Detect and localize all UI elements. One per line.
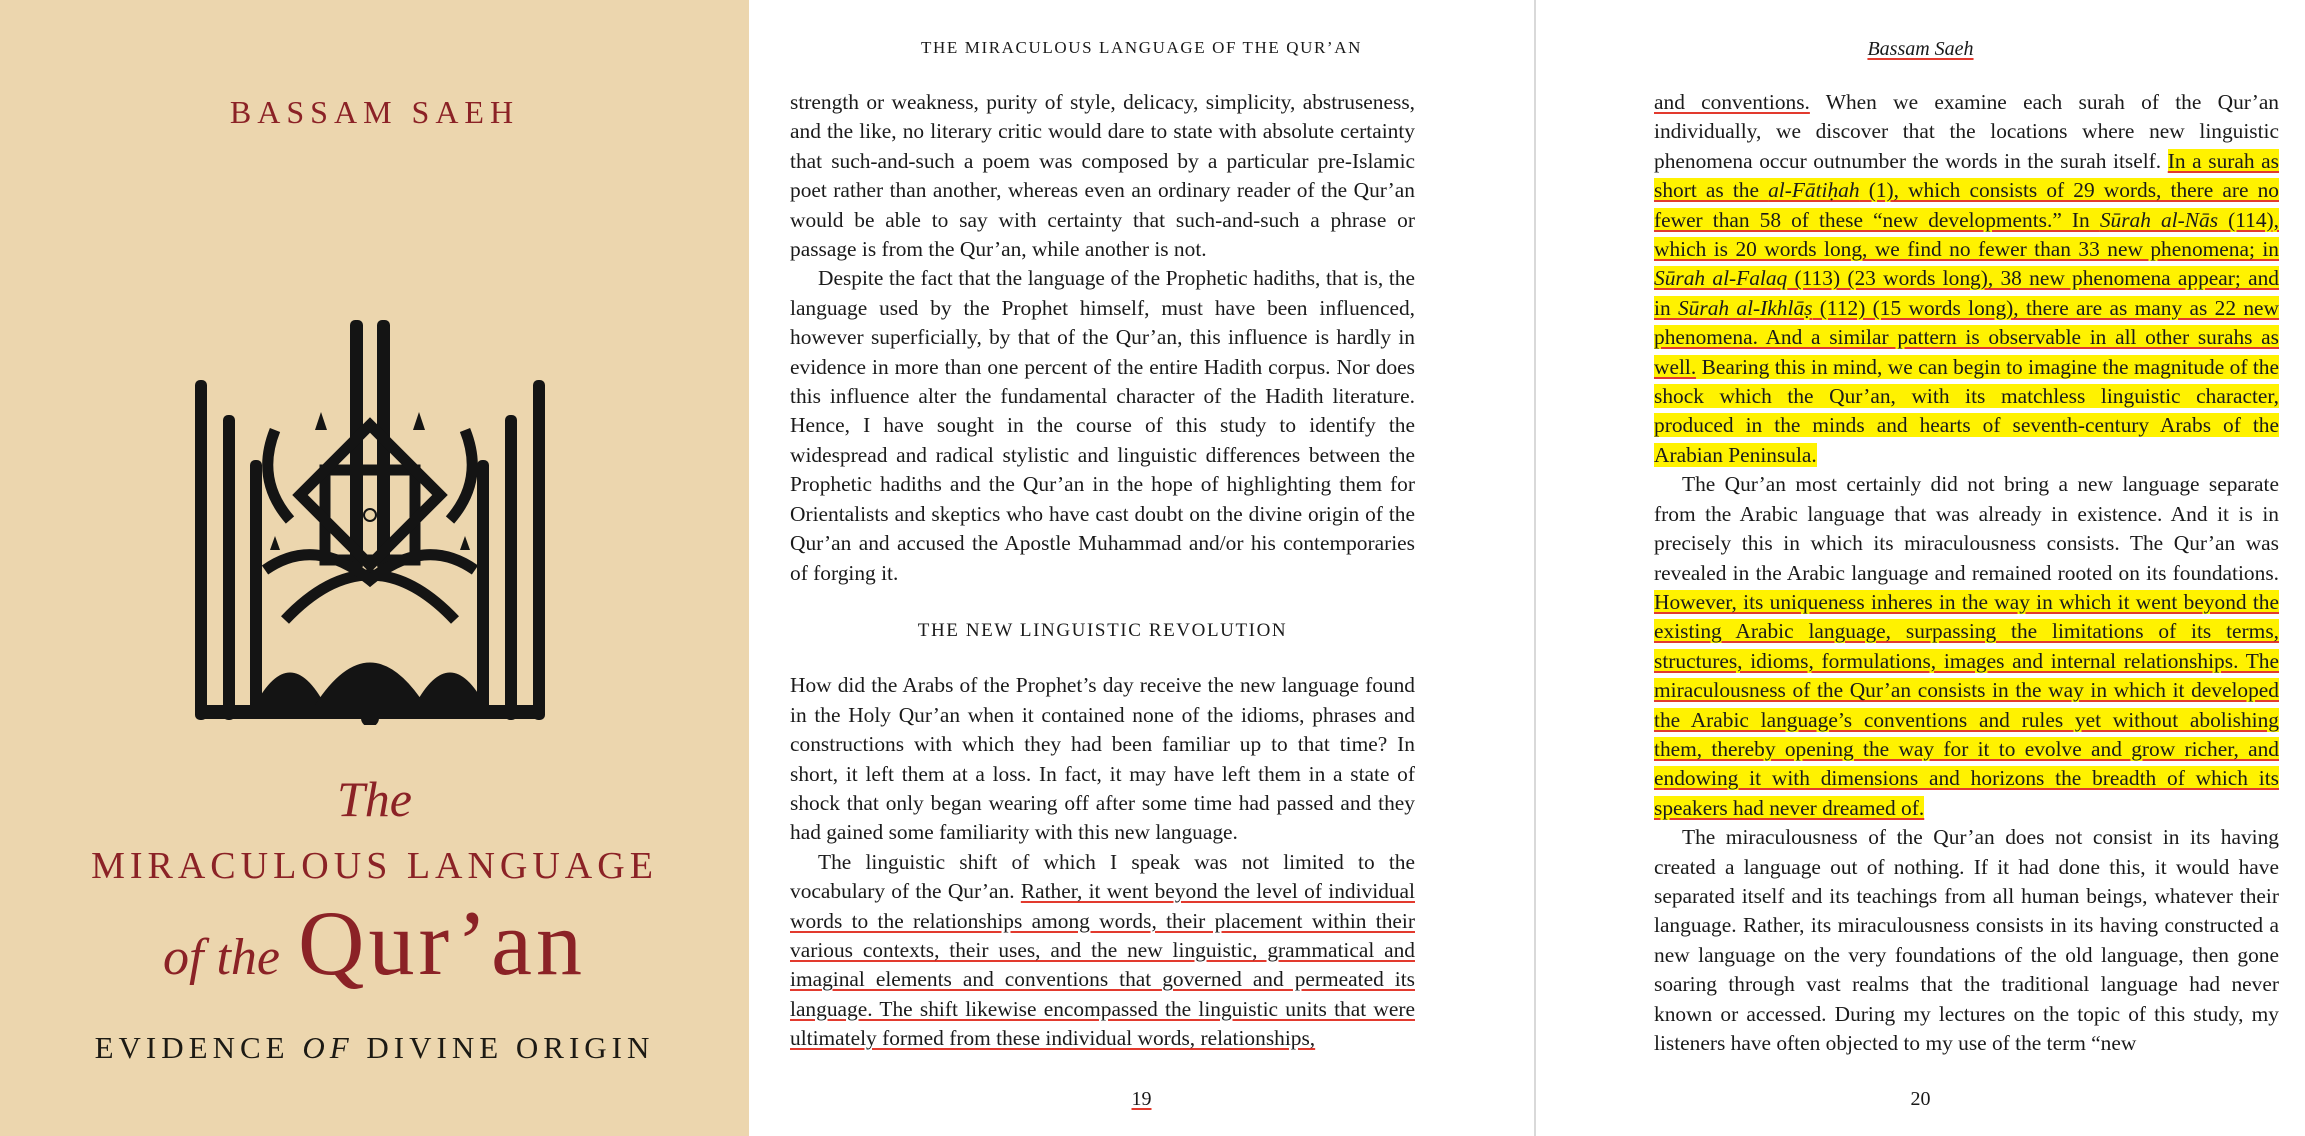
cover-title-quran: Qur’an <box>298 892 586 994</box>
highlight-annotation[interactable]: However, its uniqueness inheres in the way in which it went beyond the existing Arabic language, surpassing the limitations of its terms, structures, idioms, formulations, images and internal relationships. The miraculousness of the Qur’an consists in the way in which it developed the Arabic language’s conventions and rules yet without abolishing them, thereby opening the way for it to evolve and grow richer, and endowing it with dimensions and horizons the breadth of which its speakers had never dreamed of. <box>1654 589 2279 820</box>
running-head-author: Bassam Saeh <box>1867 38 1974 60</box>
highlight-annotation[interactable]: (114), which is 20 words long, we find no fewer than 33 new phenomena; in <box>1654 207 2279 262</box>
cover-subtitle-part-b: DIVINE ORIGIN <box>353 1030 655 1065</box>
paragraph: strength or weakness, purity of style, delicacy, simplicity, abstruseness, and the like, no literary critic would dare to state with absolute certainty that such-and-such a poem was composed by a particular pre-Islamic poet rather than another, whereas even an ordinary reader of the Qur’an would be able to say with certainty that such-and-such a phrase or passage is from the Qur’an, while another is not. <box>790 90 1415 262</box>
page-text <box>790 88 1415 1054</box>
highlight-annotation[interactable]: Sūrah al-Ikhlāṣ <box>1677 295 1813 320</box>
cover-title-main: MIRACULOUS LANGUAGE <box>91 845 658 887</box>
underlined-annotation[interactable]: Rather, it went beyond the level of individual words to the relationships among words, their placement within their various contexts, their uses, and the new linguistic, grammatical and imaginal elements and conventions that governed and permeated its language. The shift likewise encompassed the linguistic units that were ultimately formed from these individual words, relationships, <box>790 879 1415 1051</box>
page-number-value: 19 <box>1131 1088 1152 1110</box>
cover-title-the: The <box>337 771 412 827</box>
page-20 <box>1536 0 2305 1136</box>
highlight-annotation[interactable]: Bearing this in mind, we can begin to imagine the magnitude of the shock which the Qur’an, with its matchless linguistic character, produced in the minds and hearts of seventh-century Arabs of the Arabian Peninsula. <box>1654 354 2279 467</box>
highlight-annotation[interactable]: In a surah as short as the <box>1654 148 2279 203</box>
page-19 <box>749 0 1534 1136</box>
highlight-annotation[interactable]: (112) (15 words long), there are as many as 22 new phenomena. And a similar pattern is observable in all other surahs as well. <box>1654 295 2279 379</box>
paragraph <box>790 848 1415 1054</box>
page-text <box>1654 88 2279 1058</box>
cover-title-of-the: of the <box>163 929 280 986</box>
text-span: The Qur’an most certainly did not bring a new language separate from the Arabic language that was already in existence. And it is in precisely this in which its miraculousness consists. The Qur’an was revealed in the Arabic language and remained rooted on its foundations. <box>1654 472 2279 585</box>
cover-subtitle <box>0 1030 749 1066</box>
cover-author: BASSAM SAEH <box>229 94 520 130</box>
text-span: When we examine each surah of the Qur’an individually, we discover that the locations where new linguistic phenomena occur outnumber the words in the surah itself. <box>1654 90 2280 173</box>
highlight-annotation[interactable]: Sūrah al-Nās <box>2099 207 2219 232</box>
cover-subtitle-part-a: EVIDENCE <box>94 1030 303 1065</box>
highlight-annotation[interactable]: (1), which consists of 29 words, there are no fewer than 58 of these “new developments.” In <box>1654 178 2279 232</box>
calligraphy-emblem <box>195 320 545 725</box>
running-head: THE MIRACULOUS LANGUAGE OF THE QUR’AN <box>921 38 1362 57</box>
page-number <box>749 1088 1534 1111</box>
cover-title-quran-line <box>0 890 749 996</box>
paragraph <box>1654 88 2279 470</box>
page-number <box>1536 1088 2305 1111</box>
highlight-annotation[interactable]: al-Fātiḥah <box>1768 178 1860 203</box>
text-span: The linguistic shift of which I speak was not limited to the vocabulary of the Qur’an. <box>790 849 1415 904</box>
page-number-value: 20 <box>1910 1088 1931 1110</box>
paragraph: How did the Arabs of the Prophet’s day receive the new language found in the Holy Qur’an when it contained none of the idioms, phrases and constructions with which they had been familiar up to that time? In short, it left them at a loss. In fact, it may have left them in a state of shock that only began wearing off after some time had passed and they had gained some familiarity with this new language. <box>790 673 1415 845</box>
paragraph <box>1654 470 2279 823</box>
highlight-annotation[interactable]: (113) (23 words long), 38 new phenomena appear; and in <box>1654 266 2280 320</box>
section-heading: THE NEW LINGUISTIC REVOLUTION <box>917 619 1288 641</box>
book-cover <box>0 0 749 1136</box>
paragraph: Despite the fact that the language of the Prophetic hadiths, that is, the language used by the Prophet himself, must have been influenced, however superficially, by that of the Qur’an, this influence is hardly in evidence in more than one percent of the entire Hadith corpus. Nor does this influence alter the fundamental character of the Hadith literature. Hence, I have sought in the course of this study to identify the widespread and radical stylistic and linguistic differences between the Prophetic hadiths and the Qur’an in the hope of highlighting them for Orientalists and skeptics who have cast doubt on the divine origin of the Qur’an and accused the Apostle Muhammad and/or his contemporaries of forging it. <box>790 266 1415 585</box>
highlight-annotation[interactable]: Sūrah al-Falaq <box>1654 266 1788 291</box>
running-head <box>1536 38 2305 61</box>
cover-subtitle-of: OF <box>302 1030 354 1065</box>
paragraph: The miraculousness of the Qur’an does not consist in its having created a language out of nothing. If it had done this, it would have separated itself and its teachings from all human beings, whatever their language. Rather, its miraculousness consists in its having constructed a new language on the very foundations of the old language, then gone soaring through vast realms that the traditional language had never known or accessed. During my lectures on the topic of this study, my listeners have often objected to my use of the term “new <box>1654 825 2279 1055</box>
underlined-annotation[interactable]: and conventions. <box>1654 90 1810 114</box>
